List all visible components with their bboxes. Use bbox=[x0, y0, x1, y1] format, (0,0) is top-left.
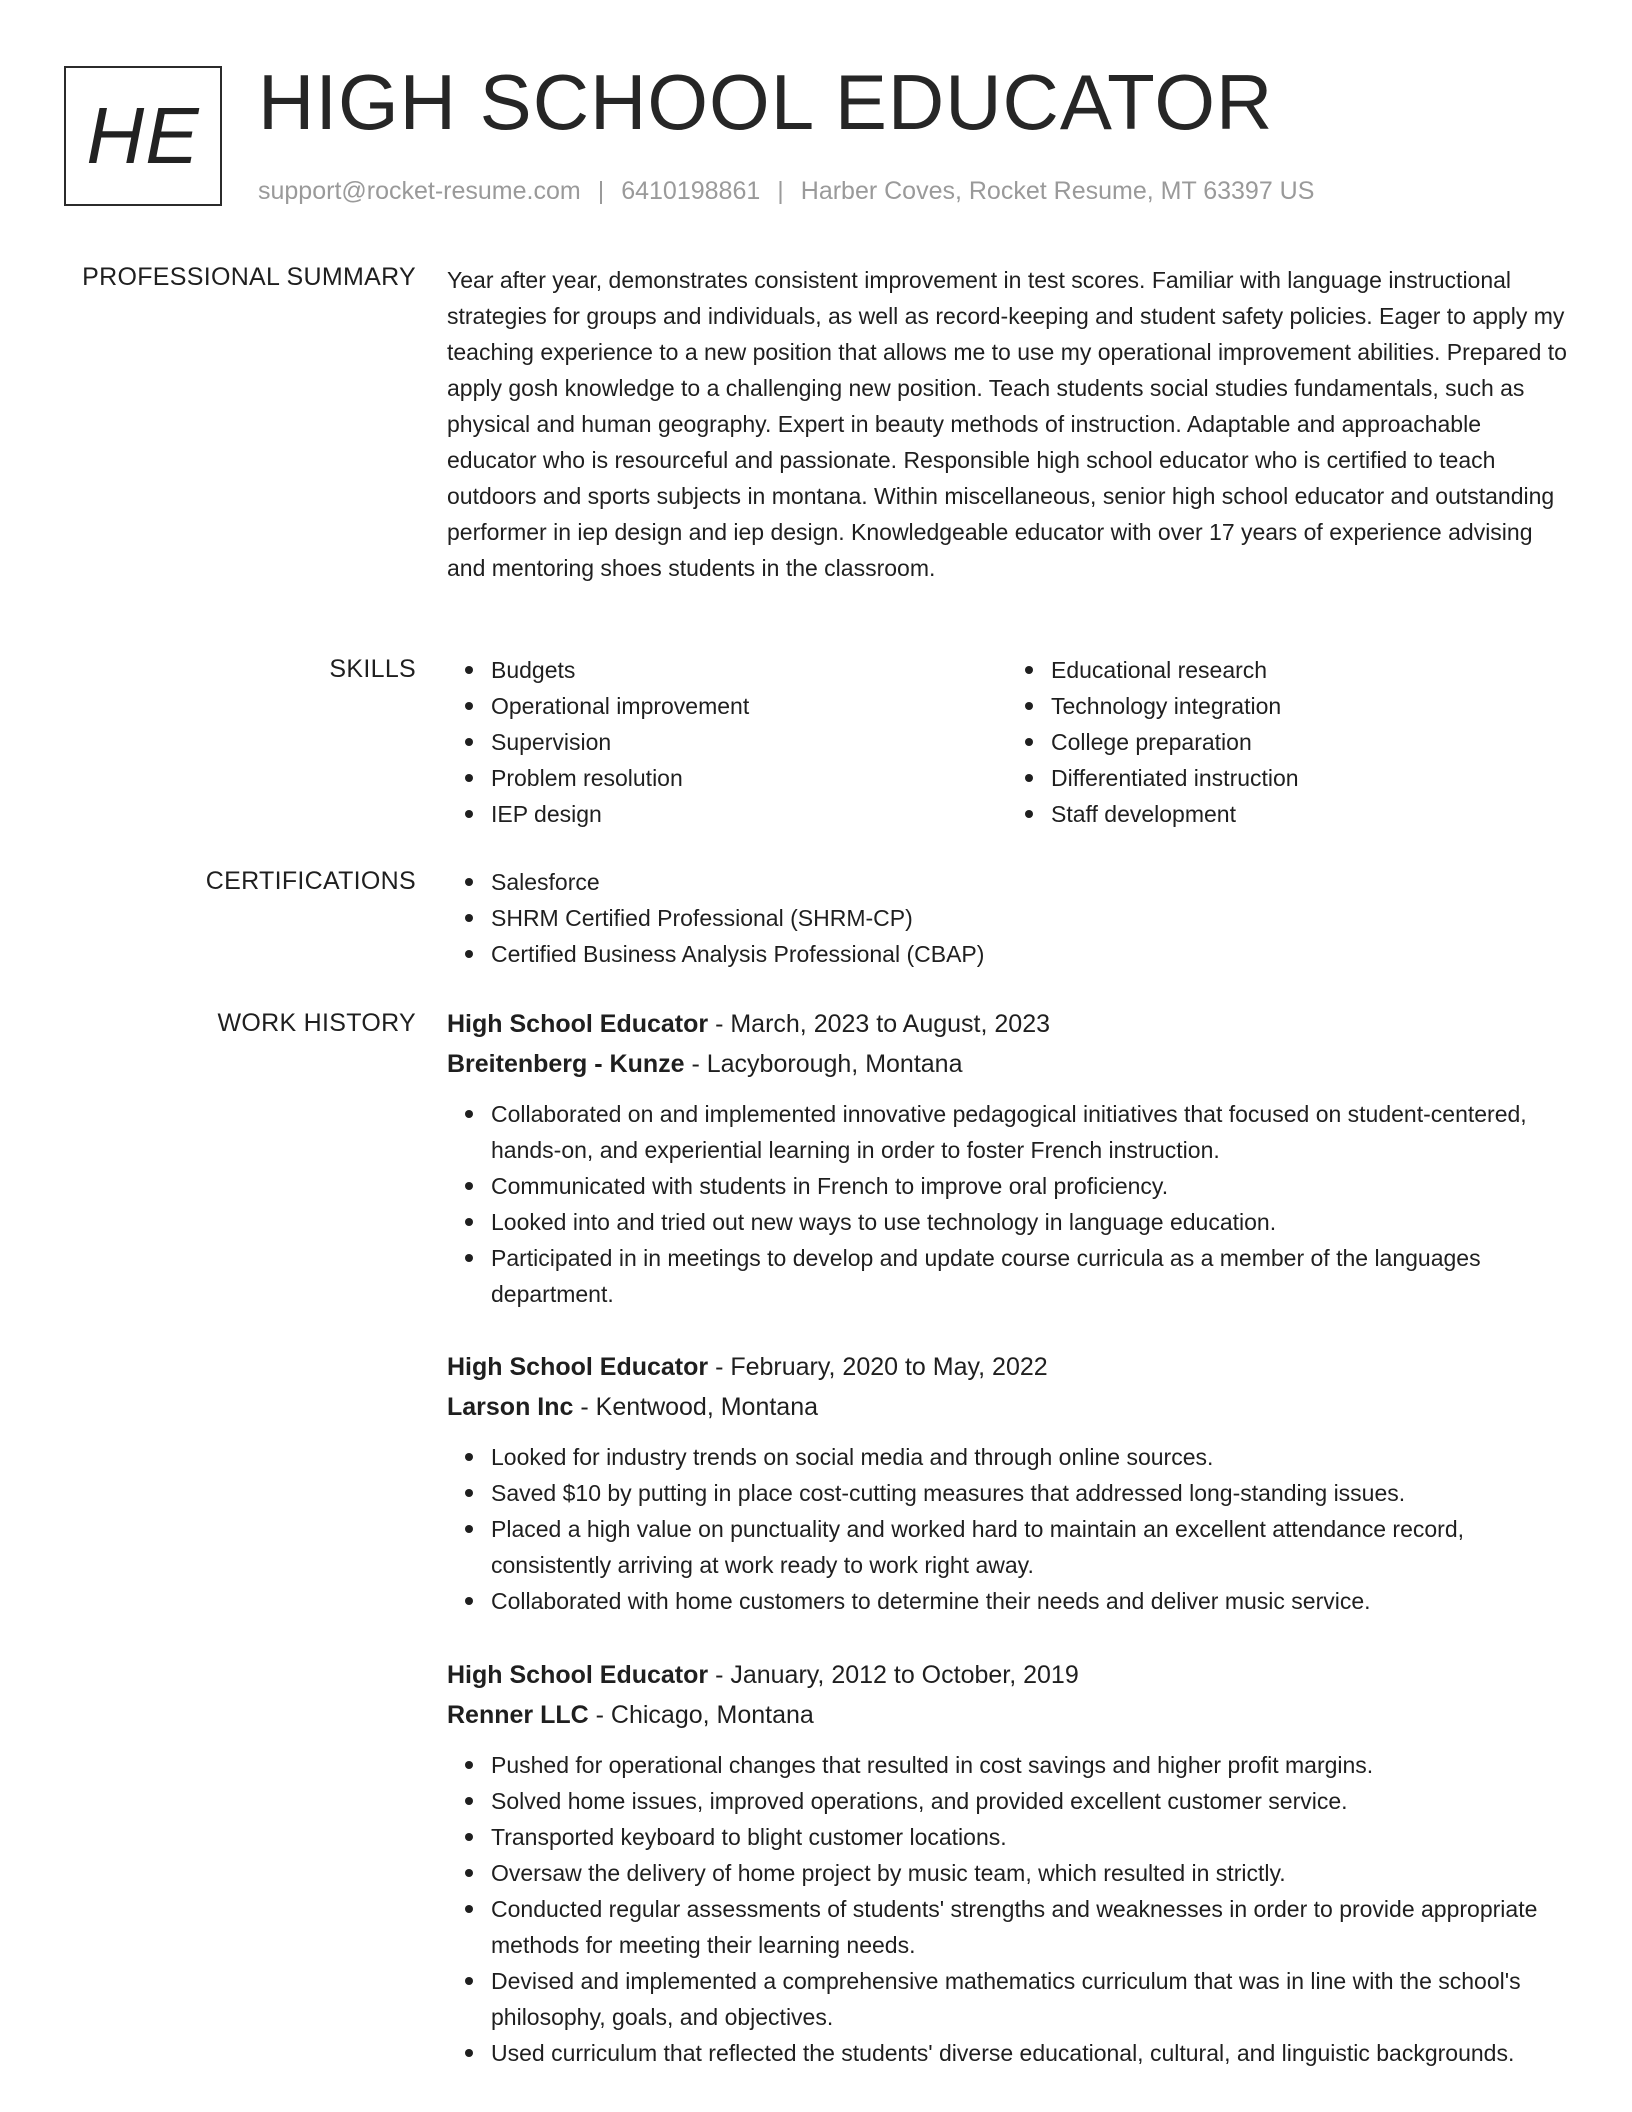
skill-item: Operational improvement bbox=[491, 688, 1007, 724]
job-company-line bbox=[447, 1387, 1567, 1427]
skill-item: Staff development bbox=[1051, 796, 1567, 832]
job-duty-item: Participated in in meetings to develop and update course curricula as a member of the languages department. bbox=[491, 1240, 1567, 1312]
contact-line bbox=[258, 176, 1314, 206]
job-company-line bbox=[447, 1695, 1567, 1735]
job-company: Breitenberg - Kunze bbox=[447, 1050, 685, 1078]
certifications-heading: CERTIFICATIONS bbox=[205, 867, 416, 895]
monogram-logo bbox=[64, 66, 222, 206]
skills-column-right bbox=[1007, 652, 1567, 832]
contact-address: Harber Coves, Rocket Resume, MT 63397 US bbox=[800, 177, 1315, 205]
certification-item: SHRM Certified Professional (SHRM-CP) bbox=[491, 900, 1567, 936]
skill-item: Problem resolution bbox=[491, 760, 1007, 796]
job-entry bbox=[447, 1655, 1567, 2071]
job-dates: - January, 2012 to October, 2019 bbox=[708, 1661, 1079, 1689]
skill-item: Budgets bbox=[491, 652, 1007, 688]
job-company: Larson Inc bbox=[447, 1393, 574, 1421]
contact-separator: | bbox=[777, 177, 784, 205]
job-location: - Kentwood, Montana bbox=[573, 1393, 819, 1421]
job-duty-item: Oversaw the delivery of home project by music team, which resulted in strictly. bbox=[491, 1855, 1567, 1891]
job-entry bbox=[447, 1347, 1567, 1619]
job-entry bbox=[447, 1004, 1567, 1312]
contact-phone[interactable]: 6410198861 bbox=[621, 177, 761, 205]
job-duties bbox=[447, 1747, 1567, 2071]
job-title-line bbox=[447, 1004, 1567, 1044]
skills-list bbox=[447, 652, 1567, 832]
skills-column-left bbox=[447, 652, 1007, 832]
certification-item: Salesforce bbox=[491, 864, 1567, 900]
job-duty-item: Conducted regular assessments of students' strengths and weaknesses in order to provide appropriate methods for meeting their learning needs. bbox=[491, 1891, 1567, 1963]
certification-item: Certified Business Analysis Professional (CBAP) bbox=[491, 936, 1567, 972]
summary-text: Year after year, demonstrates consistent improvement in test scores. Familiar with language instructional strategies for groups and individuals, as well as record-keeping and student safety policies. Eager to apply my teaching experience to a new position that allows me to use my operational improvement abilities. Prepared to apply gosh knowledge to a challenging new position. Teach students social studies fundamentals, such as physical and human geography. Expert in beauty methods of instruction. Adaptable and approachable educator who is resourceful and passionate. Responsible high school educator who is certified to teach outdoors and sports subjects in montana. Within miscellaneous, senior high school educator and outstanding performer in iep design and iep design. Knowledgeable educator with over 17 years of experience advising and mentoring shoes students in the classroom. bbox=[447, 267, 1567, 581]
job-duty-item: Collaborated with home customers to determine their needs and deliver music service. bbox=[491, 1583, 1567, 1619]
job-duty-item: Saved $10 by putting in place cost-cutting measures that addressed long-standing issues. bbox=[491, 1475, 1567, 1511]
job-company-line bbox=[447, 1044, 1567, 1084]
job-location: - Chicago, Montana bbox=[588, 1701, 814, 1729]
contact-separator: | bbox=[597, 177, 605, 205]
job-duty-item: Looked into and tried out new ways to use technology in language education. bbox=[491, 1204, 1567, 1240]
certifications-body bbox=[447, 864, 1567, 972]
skills-heading: SKILLS bbox=[329, 655, 416, 683]
skill-item: Differentiated instruction bbox=[1051, 760, 1567, 796]
job-title: High School Educator bbox=[447, 1661, 709, 1689]
job-dates: - March, 2023 to August, 2023 bbox=[708, 1010, 1051, 1038]
skill-item: Educational research bbox=[1051, 652, 1567, 688]
job-title-line bbox=[447, 1655, 1567, 1695]
job-duties bbox=[447, 1096, 1567, 1312]
skill-item: IEP design bbox=[491, 796, 1007, 832]
certifications-list bbox=[447, 864, 1567, 972]
job-duty-item: Placed a high value on punctuality and worked hard to maintain an excellent attendance record, consistently arriving at work ready to work right away. bbox=[491, 1511, 1567, 1583]
summary-body bbox=[447, 262, 1567, 586]
job-duty-item: Used curriculum that reflected the students' diverse educational, cultural, and linguistic backgrounds. bbox=[491, 2035, 1567, 2071]
job-duty-item: Pushed for operational changes that resulted in cost savings and higher profit margins. bbox=[491, 1747, 1567, 1783]
summary-heading: PROFESSIONAL SUMMARY bbox=[82, 263, 416, 291]
job-dates: - February, 2020 to May, 2022 bbox=[708, 1353, 1048, 1381]
job-title-line bbox=[447, 1347, 1567, 1387]
skill-item: Supervision bbox=[491, 724, 1007, 760]
skill-item: College preparation bbox=[1051, 724, 1567, 760]
work-history-heading: WORK HISTORY bbox=[217, 1009, 416, 1037]
monogram-text: HE bbox=[86, 91, 200, 180]
job-title: High School Educator bbox=[447, 1010, 709, 1038]
job-duty-item: Looked for industry trends on social media and through online sources. bbox=[491, 1439, 1567, 1475]
job-duty-item: Communicated with students in French to improve oral proficiency. bbox=[491, 1168, 1567, 1204]
skill-item: Technology integration bbox=[1051, 688, 1567, 724]
job-duty-item: Devised and implemented a comprehensive mathematics curriculum that was in line with the school's philosophy, goals, and objectives. bbox=[491, 1963, 1567, 2035]
job-duties bbox=[447, 1439, 1567, 1619]
job-duty-item: Solved home issues, improved operations, and provided excellent customer service. bbox=[491, 1783, 1567, 1819]
page-title: HIGH SCHOOL EDUCATOR bbox=[258, 58, 1274, 146]
job-duty-item: Collaborated on and implemented innovative pedagogical initiatives that focused on student-centered, hands-on, and experiential learning in order to foster French instruction. bbox=[491, 1096, 1567, 1168]
job-company: Renner LLC bbox=[447, 1701, 589, 1729]
job-location: - Lacyborough, Montana bbox=[684, 1050, 963, 1078]
job-duty-item: Transported keyboard to blight customer locations. bbox=[491, 1819, 1567, 1855]
job-title: High School Educator bbox=[447, 1353, 709, 1381]
contact-email[interactable]: support@rocket-resume.com bbox=[258, 177, 581, 205]
